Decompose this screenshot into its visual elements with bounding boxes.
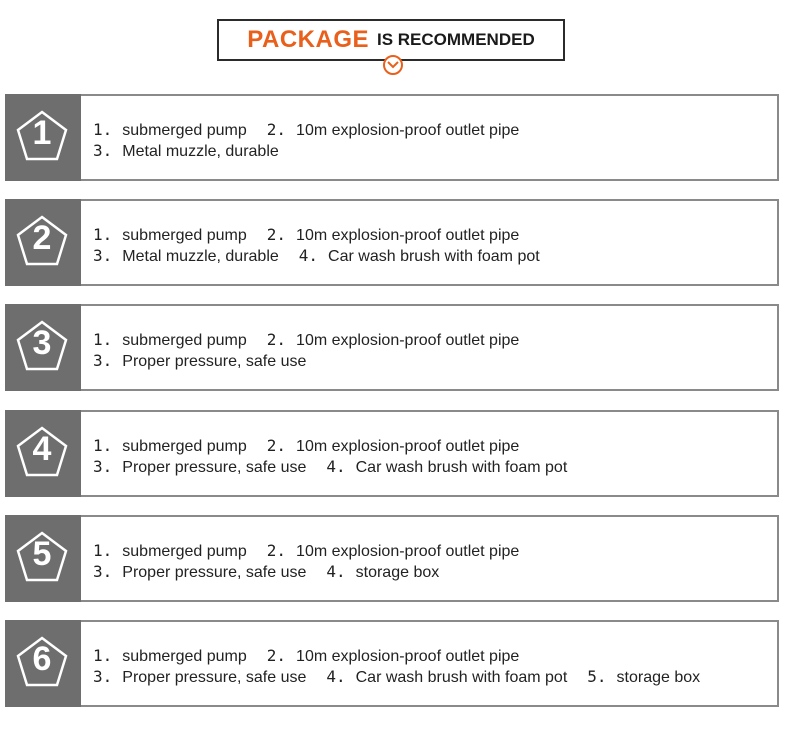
item-text: Metal muzzle, durable xyxy=(122,143,279,160)
package-line xyxy=(93,120,539,141)
package-item xyxy=(326,459,567,476)
item-number: 3. xyxy=(93,351,113,370)
item-number: 3. xyxy=(93,457,113,476)
item-text: 10m explosion-proof outlet pipe xyxy=(296,648,520,665)
package-item xyxy=(93,543,247,560)
package-content xyxy=(81,199,779,286)
item-text: Car wash brush with foam pot xyxy=(355,669,568,686)
package-line xyxy=(93,141,539,162)
item-number: 1. xyxy=(93,225,113,244)
item-text: submerged pump xyxy=(122,332,247,349)
title-main: PACKAGE xyxy=(247,26,369,53)
item-text: submerged pump xyxy=(122,648,247,665)
package-item xyxy=(93,459,306,476)
package-number: 3 xyxy=(32,324,52,362)
package-row xyxy=(5,304,779,391)
package-line xyxy=(93,562,539,583)
item-text: Proper pressure, safe use xyxy=(122,353,307,370)
item-number: 2. xyxy=(266,541,287,560)
pentagon-icon xyxy=(15,530,69,584)
package-number: 5 xyxy=(32,535,52,573)
item-text: 10m explosion-proof outlet pipe xyxy=(296,543,520,560)
package-badge xyxy=(5,199,81,286)
package-item xyxy=(267,332,520,349)
item-number: 1. xyxy=(93,120,113,139)
item-number: 4. xyxy=(326,457,346,476)
item-text: 10m explosion-proof outlet pipe xyxy=(296,438,520,455)
item-number: 1. xyxy=(93,646,113,665)
package-number: 6 xyxy=(32,640,52,678)
item-text: Proper pressure, safe use xyxy=(122,564,307,581)
item-text: submerged pump xyxy=(122,438,247,455)
package-badge xyxy=(5,515,81,602)
package-line xyxy=(93,351,539,372)
package-row xyxy=(5,410,779,497)
item-text: Metal muzzle, durable xyxy=(122,248,279,265)
package-item xyxy=(93,353,306,370)
item-text: Proper pressure, safe use xyxy=(122,459,307,476)
package-item xyxy=(267,438,520,455)
item-number: 2. xyxy=(266,330,287,349)
item-text: 10m explosion-proof outlet pipe xyxy=(296,227,520,244)
package-item xyxy=(93,332,247,349)
package-line xyxy=(93,541,539,562)
package-item xyxy=(93,564,306,581)
item-number: 1. xyxy=(93,330,113,349)
item-number: 4. xyxy=(326,667,346,686)
package-badge xyxy=(5,94,81,181)
package-item xyxy=(93,648,247,665)
package-content xyxy=(81,620,779,707)
package-item xyxy=(326,564,439,581)
item-text: storage box xyxy=(355,564,440,581)
package-content xyxy=(81,304,779,391)
package-number: 1 xyxy=(32,114,52,152)
package-item xyxy=(93,143,279,160)
package-item xyxy=(93,248,279,265)
package-line xyxy=(93,225,560,246)
package-number: 4 xyxy=(32,430,52,468)
item-number: 1. xyxy=(93,541,113,560)
package-line xyxy=(93,646,720,667)
package-line xyxy=(93,457,587,478)
package-row xyxy=(5,515,779,602)
package-badge xyxy=(5,410,81,497)
item-number: 2. xyxy=(266,120,287,139)
item-number: 4. xyxy=(298,246,319,265)
item-text: Proper pressure, safe use xyxy=(122,669,307,686)
package-item xyxy=(267,648,520,665)
package-content xyxy=(81,515,779,602)
item-text: 10m explosion-proof outlet pipe xyxy=(296,332,520,349)
package-item xyxy=(267,122,520,139)
package-badge xyxy=(5,620,81,707)
package-number: 2 xyxy=(32,219,52,257)
package-item xyxy=(587,669,700,686)
package-item xyxy=(299,248,540,265)
item-number: 3. xyxy=(93,246,113,265)
package-line xyxy=(93,246,560,267)
package-item xyxy=(93,669,306,686)
item-text: submerged pump xyxy=(122,543,247,560)
package-content xyxy=(81,94,779,181)
package-item xyxy=(267,543,520,560)
pentagon-icon xyxy=(15,635,69,689)
package-item xyxy=(326,669,567,686)
package-line xyxy=(93,667,720,688)
package-item xyxy=(93,438,247,455)
item-number: 3. xyxy=(93,141,113,160)
item-number: 3. xyxy=(93,667,113,686)
chevron-down-circle-icon xyxy=(383,55,403,75)
item-text: storage box xyxy=(616,669,701,686)
item-text: Car wash brush with foam pot xyxy=(355,459,568,476)
pentagon-icon xyxy=(15,109,69,163)
package-row xyxy=(5,94,779,181)
item-number: 1. xyxy=(93,436,113,455)
item-number: 2. xyxy=(266,646,287,665)
item-number: 2. xyxy=(266,225,287,244)
pentagon-icon xyxy=(15,425,69,479)
pentagon-icon xyxy=(15,214,69,268)
item-number: 5. xyxy=(587,667,607,686)
package-item xyxy=(267,227,520,244)
title-rest: IS RECOMMENDED xyxy=(377,30,535,49)
item-number: 3. xyxy=(93,562,113,581)
item-text: Car wash brush with foam pot xyxy=(328,248,540,265)
package-line xyxy=(93,436,587,457)
package-item xyxy=(93,122,247,139)
package-row xyxy=(5,199,779,286)
package-item xyxy=(93,227,247,244)
package-row xyxy=(5,620,779,707)
package-badge xyxy=(5,304,81,391)
item-number: 2. xyxy=(266,436,287,455)
item-number: 4. xyxy=(326,562,346,581)
item-text: submerged pump xyxy=(122,227,247,244)
item-text: 10m explosion-proof outlet pipe xyxy=(296,122,520,139)
package-line xyxy=(93,330,539,351)
package-content xyxy=(81,410,779,497)
item-text: submerged pump xyxy=(122,122,247,139)
pentagon-icon xyxy=(15,319,69,373)
